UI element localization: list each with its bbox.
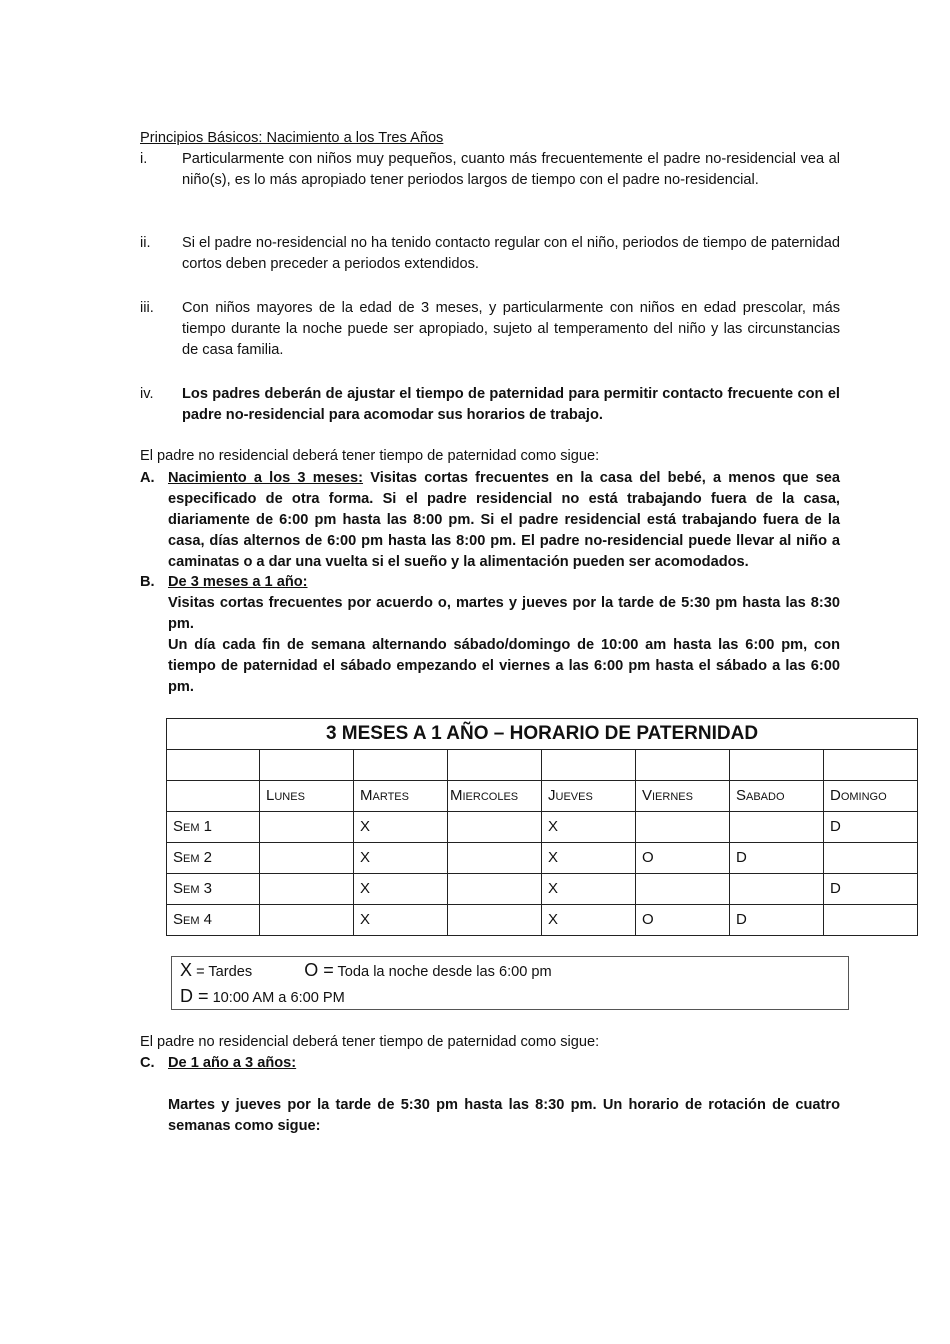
schedule-cell: D (824, 812, 918, 843)
schedule-cell (824, 905, 918, 936)
section-c (140, 1053, 840, 1137)
intro-paragraph-2: El padre no residencial deberá tener tiempo de paternidad como sigue: (140, 1034, 600, 1050)
schedule-cell: D (730, 905, 824, 936)
section-b (140, 572, 840, 698)
principle-number: i. (140, 151, 148, 167)
section-b-body (168, 572, 840, 698)
schedule-legend (171, 956, 849, 1010)
legend-row (180, 986, 345, 1009)
legend-d-symbol: D = (180, 986, 209, 1006)
section-b-para2: Un día cada fin de semana alternando sábado/domingo de 10:00 am hasta las 6:00 pm, con tiempo de paternidad el sábado empezando el viernes a las 6:00 pm hasta el sábado a las 6:00 pm. (168, 637, 840, 695)
section-c-text: Martes y jueves por la tarde de 5:30 pm hasta las 8:30 pm. Un horario de rotación de cuatro semanas como sigue: (168, 1097, 840, 1134)
page-heading: Principios Básicos: Nacimiento a los Tres Años (140, 130, 444, 146)
section-b-para1: Visitas cortas frecuentes por acuerdo o, martes y jueves por la tarde de 5:30 pm hasta las 8:30 pm. (168, 595, 840, 632)
section-a-heading: Nacimiento a los 3 meses: (168, 470, 364, 486)
section-a-body (168, 468, 840, 573)
legend-x-symbol: X (180, 960, 193, 980)
legend-x-label: = Tardes (192, 964, 253, 980)
legend-o-label: Toda la noche desde las 6:00 pm (333, 964, 552, 980)
principle-i (140, 149, 840, 191)
schedule-cell (448, 843, 542, 874)
schedule-title: 3 MESES A 1 AÑO – HORARIO DE PATERNIDAD (167, 719, 918, 750)
section-a-text: Visitas cortas frecuentes en la casa del bebé, a menos que sea especificado de otra forma. Si el padre residencial no está trabajando fuera de la casa, diariamente de 6:00 pm hasta las 8:00 pm. Si el padre residencial está trabajando fuera de la casa, días alternos de 6:00 pm hasta las 8:00 pm. El padre no-residencial puede llevar al niño a caminatas o a dar una vuelta si el sueño y la alimentación pueden ser acomodados. (168, 470, 840, 570)
schedule-cell (730, 874, 824, 905)
day-header: Miercoles (448, 781, 542, 812)
schedule-header-row (167, 781, 918, 812)
schedule-cell (260, 843, 354, 874)
section-a (140, 468, 840, 573)
section-b-heading: De 3 meses a 1 año: (168, 574, 308, 590)
table-row (167, 843, 918, 874)
table-row (167, 874, 918, 905)
schedule-cell: X (542, 905, 636, 936)
legend-o-symbol: O = (304, 960, 334, 980)
day-header: Martes (354, 781, 448, 812)
principle-text: Si el padre no-residencial no ha tenido contacto regular con el niño, periodos de tiempo de paternidad cortos deben preceder a periodos extendidos. (182, 235, 840, 272)
schedule-cell (636, 874, 730, 905)
intro-paragraph: El padre no residencial deberá tener tiempo de paternidad como sigue: (140, 448, 600, 464)
week-label: Sem 1 (167, 812, 260, 843)
schedule-cell (260, 905, 354, 936)
week-label: Sem 2 (167, 843, 260, 874)
principle-number: ii. (140, 235, 151, 251)
day-header: Domingo (824, 781, 918, 812)
schedule-cell (260, 874, 354, 905)
week-label: Sem 3 (167, 874, 260, 905)
legend-row (180, 960, 552, 983)
schedule-cell: X (542, 874, 636, 905)
principle-number: iii. (140, 300, 154, 316)
schedule-cell: X (542, 843, 636, 874)
principle-text: Los padres deberán de ajustar el tiempo de paternidad para permitir contacto frecuente con el padre no-residencial para acomodar sus horarios de trabajo. (182, 386, 840, 423)
schedule-cell: X (542, 812, 636, 843)
section-letter: A. (140, 470, 155, 486)
schedule-cell (448, 874, 542, 905)
schedule-cell (730, 812, 824, 843)
principle-text: Con niños mayores de la edad de 3 meses, y particularmente con niños en edad prescolar, más tiempo durante la noche puede ser apropiado, sujeto al temperamento del niño y las circunstancias de casa familia. (182, 300, 840, 358)
schedule-spacer-row (167, 750, 918, 781)
schedule-cell (260, 812, 354, 843)
table-row (167, 812, 918, 843)
principle-iii (140, 298, 840, 361)
schedule-cell: X (354, 905, 448, 936)
schedule-cell: O (636, 843, 730, 874)
schedule-cell: D (730, 843, 824, 874)
day-header: Sabado (730, 781, 824, 812)
schedule-cell: X (354, 812, 448, 843)
section-letter: B. (140, 574, 155, 590)
table-row (167, 905, 918, 936)
schedule-cell (448, 812, 542, 843)
principle-ii (140, 233, 840, 275)
schedule-cell: O (636, 905, 730, 936)
schedule-cell: D (824, 874, 918, 905)
schedule-cell (636, 812, 730, 843)
day-header: Jueves (542, 781, 636, 812)
day-header: Viernes (636, 781, 730, 812)
principle-iv (140, 384, 840, 426)
principle-number: iv. (140, 386, 154, 402)
section-c-heading: De 1 año a 3 años: (168, 1055, 297, 1071)
schedule-cell (824, 843, 918, 874)
schedule-table (166, 718, 918, 936)
section-c-body (168, 1053, 840, 1137)
section-letter: C. (140, 1055, 155, 1071)
week-label: Sem 4 (167, 905, 260, 936)
day-header: Lunes (260, 781, 354, 812)
schedule-cell (448, 905, 542, 936)
legend-d-label: 10:00 AM a 6:00 PM (208, 990, 345, 1006)
schedule-cell: X (354, 843, 448, 874)
principle-text: Particularmente con niños muy pequeños, cuanto más frecuentemente el padre no-residencial vea al niño(s), es lo más apropiado tener periodos largos de tiempo con el padre no-residencial. (182, 151, 840, 188)
schedule-cell: X (354, 874, 448, 905)
